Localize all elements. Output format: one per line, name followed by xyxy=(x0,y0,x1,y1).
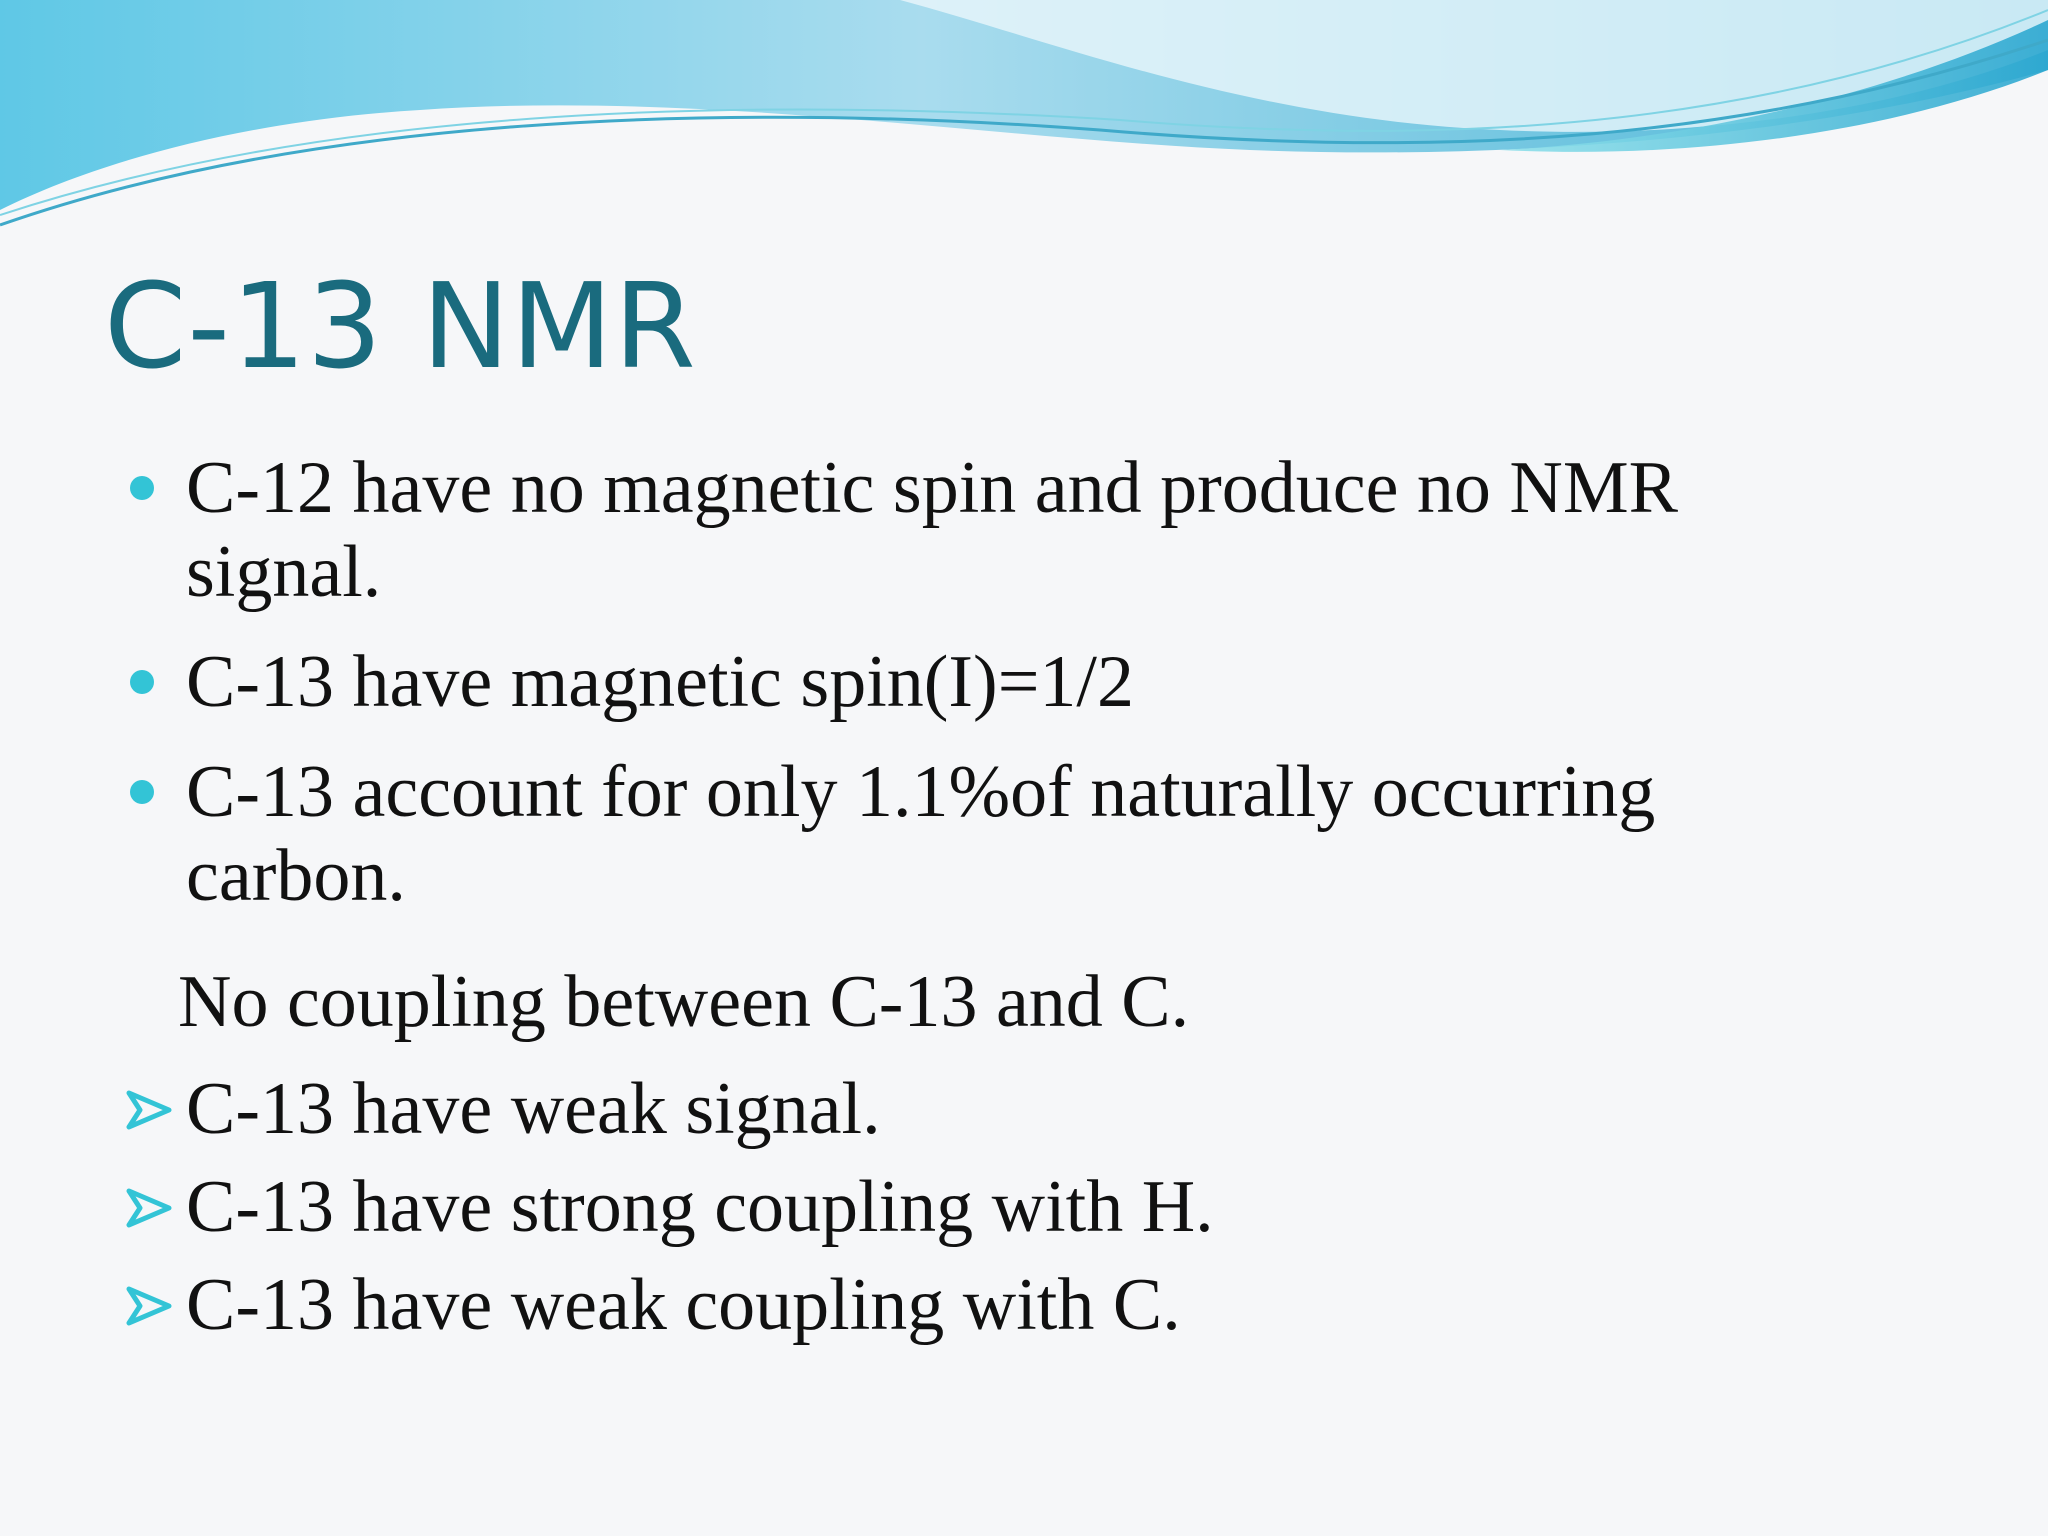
arrow-right-icon xyxy=(126,1286,172,1326)
bullet-item xyxy=(130,446,1890,614)
arrow-bullet-item xyxy=(126,1060,1214,1158)
arrow-bullet-text: C-13 have weak signal. xyxy=(186,1068,881,1150)
header-wave-decoration xyxy=(0,0,2048,260)
bullet-dot-icon xyxy=(130,476,154,500)
arrow-right-icon xyxy=(126,1090,172,1130)
arrow-right-icon xyxy=(126,1188,172,1228)
arrow-bullet-text: C-13 have weak coupling with C. xyxy=(186,1264,1181,1346)
arrow-bullet-item xyxy=(126,1158,1214,1256)
bullet-text: C-12 have no magnetic spin and produce no NMR signal. xyxy=(186,447,1679,613)
bullet-dot-icon xyxy=(130,670,154,694)
arrow-bullet-item xyxy=(126,1256,1214,1354)
bullet-text: C-13 have magnetic spin(I)=1/2 xyxy=(186,641,1134,723)
arrow-bullet-list xyxy=(126,1060,1214,1354)
bullet-item xyxy=(130,750,1890,918)
bullet-text: C-13 account for only 1.1%of naturally occurring carbon. xyxy=(186,751,1656,917)
bullet-dot-icon xyxy=(130,780,154,804)
plain-statement: No coupling between C-13 and C. xyxy=(178,961,1190,1043)
bullet-item xyxy=(130,640,1890,724)
slide-title: C-13 NMR xyxy=(104,257,697,395)
bullet-list xyxy=(130,446,1890,944)
arrow-bullet-text: C-13 have strong coupling with H. xyxy=(186,1166,1214,1248)
